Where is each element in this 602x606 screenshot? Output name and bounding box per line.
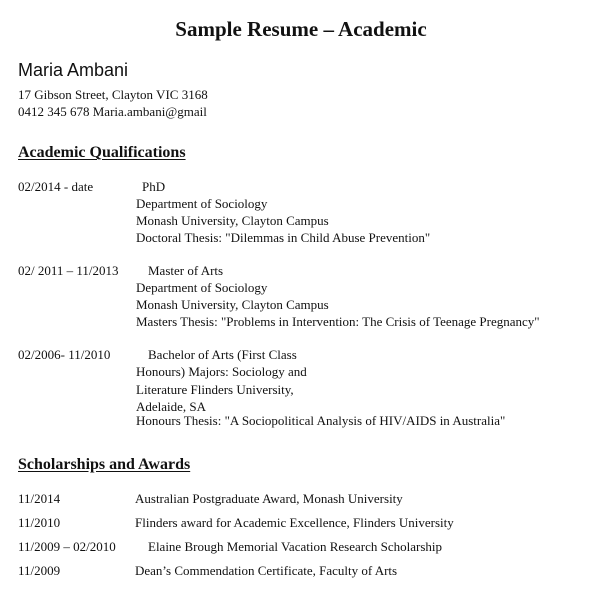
award-date: 11/2014 [18, 491, 61, 506]
qualification-degree: PhD [142, 179, 166, 194]
qualification-detail: Department of Sociology [136, 196, 268, 211]
qualification-detail: Monash University, Clayton Campus [136, 213, 329, 228]
qualification-date: 02/2014 - date [18, 179, 94, 194]
person-name: Maria Ambani [18, 60, 129, 80]
qualification-degree: Bachelor of Arts (First Class [148, 347, 297, 362]
award-date: 11/2009 – 02/2010 [18, 539, 116, 554]
qualification-detail: Doctoral Thesis: "Dilemmas in Child Abuse Prevention" [136, 230, 431, 245]
qualification-date: 02/2006- 11/2010 [18, 347, 111, 362]
award-title: Elaine Brough Memorial Vacation Research Scholarship [148, 539, 442, 554]
award-date: 11/2009 [18, 563, 61, 578]
qualification-detail: Adelaide, SA [136, 399, 207, 414]
qualification-degree: Master of Arts [148, 263, 224, 278]
award-title: Dean’s Commendation Certificate, Faculty of Arts [135, 563, 398, 578]
document-title: Sample Resume – Academic [175, 17, 427, 41]
qualification-date: 02/ 2011 – 11/2013 [18, 263, 119, 278]
award-title: Australian Postgraduate Award, Monash University [135, 491, 403, 506]
qualification-detail: Honours Thesis: "A Sociopolitical Analysis of HIV/AIDS in Australia" [136, 413, 506, 428]
qualification-detail: Masters Thesis: "Problems in Intervention: The Crisis of Teenage Pregnancy" [136, 314, 540, 329]
award-title: Flinders award for Academic Excellence, Flinders University [135, 515, 454, 530]
qualification-detail: Monash University, Clayton Campus [136, 297, 329, 312]
award-date: 11/2010 [18, 515, 61, 530]
qualification-detail: Honours) Majors: Sociology and [136, 364, 307, 379]
person-address: 17 Gibson Street, Clayton VIC 3168 [18, 87, 208, 102]
qualification-detail: Literature Flinders University, [136, 382, 294, 397]
awards-heading: Scholarships and Awards [18, 456, 191, 473]
person-contact: 0412 345 678 Maria.ambani@gmail [18, 104, 207, 119]
qualification-detail: Department of Sociology [136, 280, 268, 295]
qualifications-heading: Academic Qualifications [18, 144, 186, 161]
